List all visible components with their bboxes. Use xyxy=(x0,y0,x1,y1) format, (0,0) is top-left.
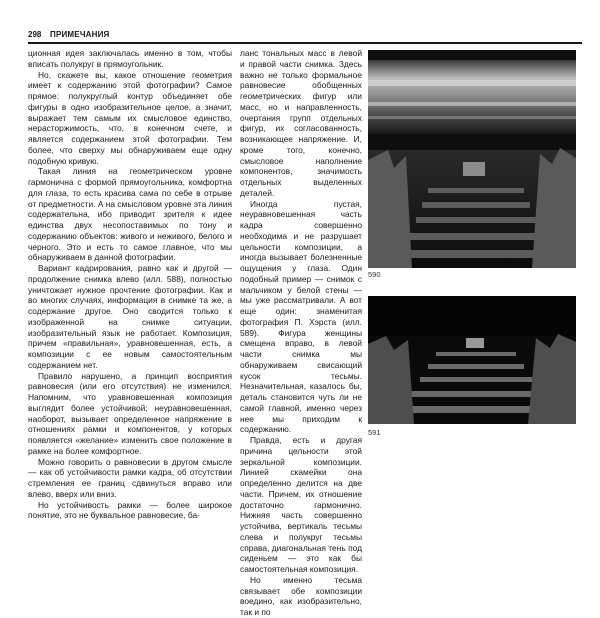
figure-caption-590: 590 xyxy=(368,270,381,279)
paragraph: ланс тональных масс в левой и правой части снимка. Здесь важно не только формальное равновесие обобщенных геометрических фигур или масс, но и направленность, очертания групп отдельных фигур, их согласованность, возникающее напряжение. И, кроме того, конечно, смысловое наполнение компонентов, значимость отдельных выделенных деталей. xyxy=(240,48,362,198)
paragraph: Иногда пустая, неуравновешенная часть кадра совершенно необходима и не разрушает цельности композиции, а иногда вызывает болезненные ощущения у глаза. Один подобный пример — снимок с мальчиком у белой стены — мы уже рассматривали. А вот еще один: знаменитая фотография П. Хэрста (илл. 589). Фигура женщины смещена вправо, в левой части снимка мы обнаруживаем свисающий кусок тесьмы. Незначительная, казалось бы, деталь становится чуть ли не самой главной, именно через нее мы приходим к содержанию. xyxy=(240,198,362,435)
photo-590 xyxy=(368,50,576,268)
photo-590-image xyxy=(368,50,576,268)
section-title: ПРИМЕЧАНИЯ xyxy=(50,30,110,39)
paragraph: Вариант кадрирования, равно как и другой — продолжение снимка влево (илл. 588), полностью уничтожает нужное прочтение фотографии. Как и во многих случаях, информация в снимке та же, а содержание другое. Оно сводится только к изображенной на снимке ситуации, изобразительный язык не работает. Композиция, причем «правильная», уравновешенная, есть, а композиции с ее новым самостоятельным содержанием нет. xyxy=(28,263,232,370)
paragraph: ционная идея заключалась именно в том, чтобы вписать полукруг в прямоугольник. xyxy=(28,48,232,69)
paragraph: Но, скажете вы, какое отношение геометрия имеет к содержанию этой фотографии? Самое прямое: полукруглый контур объединяет обе фигуры в одно изобразительное целое, а значит, выражает тем самым их смысловое единство, нерасторжимость, что, в конечном счете, и является содержанием этой фотографии. Тем более, что сверху мы обнаруживаем еще одну подобную кривую. xyxy=(28,69,232,166)
text-column-1 xyxy=(28,48,232,521)
paragraph: Такая линия на геометрическом уровне гармонична с формой прямоугольника, комфортна для глаза, то есть красива сама по себе в отрыве от предметности. А на смысловом уровне эта линия содержательна, ибо приводит зрителя к идее единства двух несопоставимых по тону и содержанию объектов: живого и неживого, белого и черного. Это и есть то самое главное, что мы обнаруживаем в данной фотографии. xyxy=(28,166,232,263)
paragraph: Можно говорить о равновесии в другом смысле — как об устойчивости рамки кадра, об отсутствии стремления ее границ сдвинуться вправо или влево, вверх или вниз. xyxy=(28,456,232,499)
photo-591-image xyxy=(368,296,576,424)
page-number: 298 xyxy=(28,30,42,39)
paragraph: Но устойчивость рамки — более широкое понятие, это не буквальное равновесие, ба- xyxy=(28,499,232,521)
paragraph: Правило нарушено, а принцип восприятия равновесия (или его отсутствия) не изменился. Напомним, что уравновешенная композиция выглядит более устойчивой; неуравновешенная, наоборот, вызывает определенное напряжение в отношениях рамки и компонентов, у которых появляется «желание» изменить свое положение в рамке на более комфортное. xyxy=(28,370,232,456)
header-rule xyxy=(28,42,582,44)
text-column-2 xyxy=(240,48,362,618)
paragraph: Но именно тесьма связывает обе композиции воедино, как изобразительно, так и по xyxy=(240,574,362,617)
figure-caption-591: 591 xyxy=(368,428,381,437)
paragraph: Правда, есть и другая причина цельности этой зеркальной композиции. Линией скамейки она определенно делится на две части. Причем, их отношение достаточно гармонично. Нижняя часть совершенно устойчива, вертикаль тесьмы слева и полукруг тесьмы справа, диагональная тень под сиденьем — это как бы самостоятельная композиция. xyxy=(240,435,362,574)
photo-591 xyxy=(368,296,576,424)
